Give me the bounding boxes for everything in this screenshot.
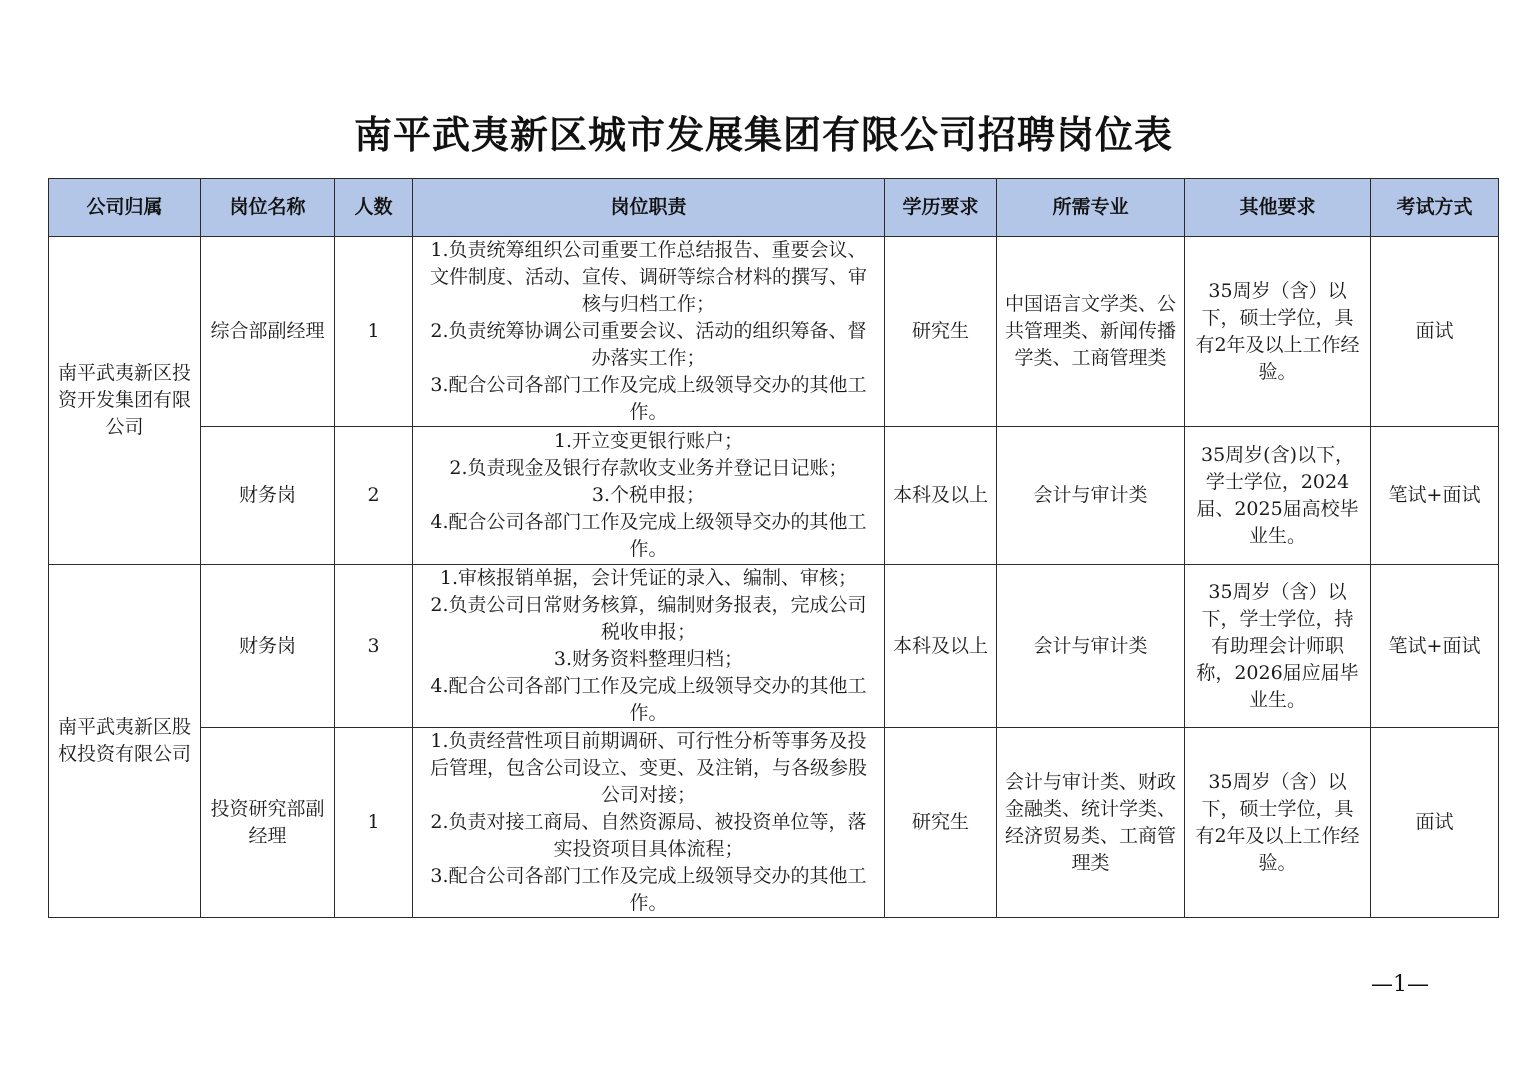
- duties-cell: [413, 237, 885, 427]
- duty-item: 1.负责经营性项目前期调研、可行性分析等事务及投后管理，包含公司设立、变更、及注销，与各级参股公司对接；: [429, 730, 867, 806]
- company-cell: 南平武夷新区股权投资有限公司: [49, 565, 201, 918]
- page-title: 南平武夷新区城市发展集团有限公司招聘岗位表: [353, 112, 1173, 157]
- header-company: 公司归属: [49, 179, 201, 237]
- major-cell: 会计与审计类: [997, 427, 1185, 565]
- duty-item: 3.财务资料整理归档；: [553, 648, 744, 670]
- duty-item: 4.配合公司各部门工作及完成上级领导交办的其他工作。: [430, 675, 867, 724]
- major-cell: 会计与审计类、财政金融类、统计学类、经济贸易类、工商管理类: [997, 728, 1185, 918]
- exam-cell: 面试: [1371, 237, 1499, 427]
- table-row: [49, 565, 1499, 728]
- duty-item: 3.配合公司各部门工作及完成上级领导交办的其他工作。: [430, 865, 867, 914]
- page-number: —1—: [1371, 972, 1429, 997]
- count-cell: 2: [335, 427, 413, 565]
- major-cell: 会计与审计类: [997, 565, 1185, 728]
- duty-item: 4.配合公司各部门工作及完成上级领导交办的其他工作。: [430, 511, 867, 560]
- duty-item: 1.负责统筹组织公司重要工作总结报告、重要会议、文件制度、活动、宣传、调研等综合材料的撰写、审核与归档工作；: [429, 239, 867, 315]
- education-cell: 研究生: [885, 728, 997, 918]
- table-row: [49, 427, 1499, 565]
- header-exam: 考试方式: [1371, 179, 1499, 237]
- header-other: 其他要求: [1185, 179, 1371, 237]
- exam-cell: 面试: [1371, 728, 1499, 918]
- header-position: 岗位名称: [201, 179, 335, 237]
- position-cell: 财务岗: [201, 427, 335, 565]
- table-row: [49, 728, 1499, 918]
- duty-item: 2.负责统筹协调公司重要会议、活动的组织筹备、督办落实工作；: [430, 320, 867, 369]
- duty-item: 1.开立变更银行账户；: [553, 430, 744, 452]
- table-row: [49, 237, 1499, 427]
- duty-item: 2.负责公司日常财务核算，编制财务报表，完成公司税收申报；: [430, 594, 867, 643]
- education-cell: 本科及以上: [885, 565, 997, 728]
- header-duties: 岗位职责: [413, 179, 885, 237]
- other-requirements-cell: 35周岁（含）以下，硕士学位，具有2年及以上工作经验。: [1185, 728, 1371, 918]
- table-header-row: [49, 179, 1499, 237]
- position-cell: 财务岗: [201, 565, 335, 728]
- other-requirements-cell: 35周岁（含）以下，学士学位，持有助理会计师职称，2026届应届毕业生。: [1185, 565, 1371, 728]
- header-education: 学历要求: [885, 179, 997, 237]
- count-cell: 3: [335, 565, 413, 728]
- header-count: 人数: [335, 179, 413, 237]
- position-cell: 投资研究部副经理: [201, 728, 335, 918]
- education-cell: 本科及以上: [885, 427, 997, 565]
- other-requirements-cell: 35周岁(含)以下，学士学位，2024届、2025届高校毕业生。: [1185, 427, 1371, 565]
- other-requirements-cell: 35周岁（含）以下，硕士学位，具有2年及以上工作经验。: [1185, 237, 1371, 427]
- duty-item: 3.个税申报；: [591, 484, 706, 506]
- header-major: 所需专业: [997, 179, 1185, 237]
- company-cell: 南平武夷新区投资开发集团有限公司: [49, 237, 201, 565]
- exam-cell: 笔试+面试: [1371, 427, 1499, 565]
- duty-item: 2.负责现金及银行存款收支业务并登记日记账；: [449, 457, 848, 479]
- education-cell: 研究生: [885, 237, 997, 427]
- duties-cell: [413, 427, 885, 565]
- count-cell: 1: [335, 728, 413, 918]
- major-cell: 中国语言文学类、公共管理类、新闻传播学类、工商管理类: [997, 237, 1185, 427]
- duty-item: 3.配合公司各部门工作及完成上级领导交办的其他工作。: [430, 374, 867, 423]
- position-cell: 综合部副经理: [201, 237, 335, 427]
- duties-cell: [413, 728, 885, 918]
- count-cell: 1: [335, 237, 413, 427]
- duty-item: 1.审核报销单据，会计凭证的录入、编制、审核；: [439, 567, 858, 589]
- exam-cell: 笔试+面试: [1371, 565, 1499, 728]
- duties-cell: [413, 565, 885, 728]
- recruitment-table: [48, 178, 1499, 918]
- duty-item: 2.负责对接工商局、自然资源局、被投资单位等，落实投资项目具体流程；: [430, 811, 867, 860]
